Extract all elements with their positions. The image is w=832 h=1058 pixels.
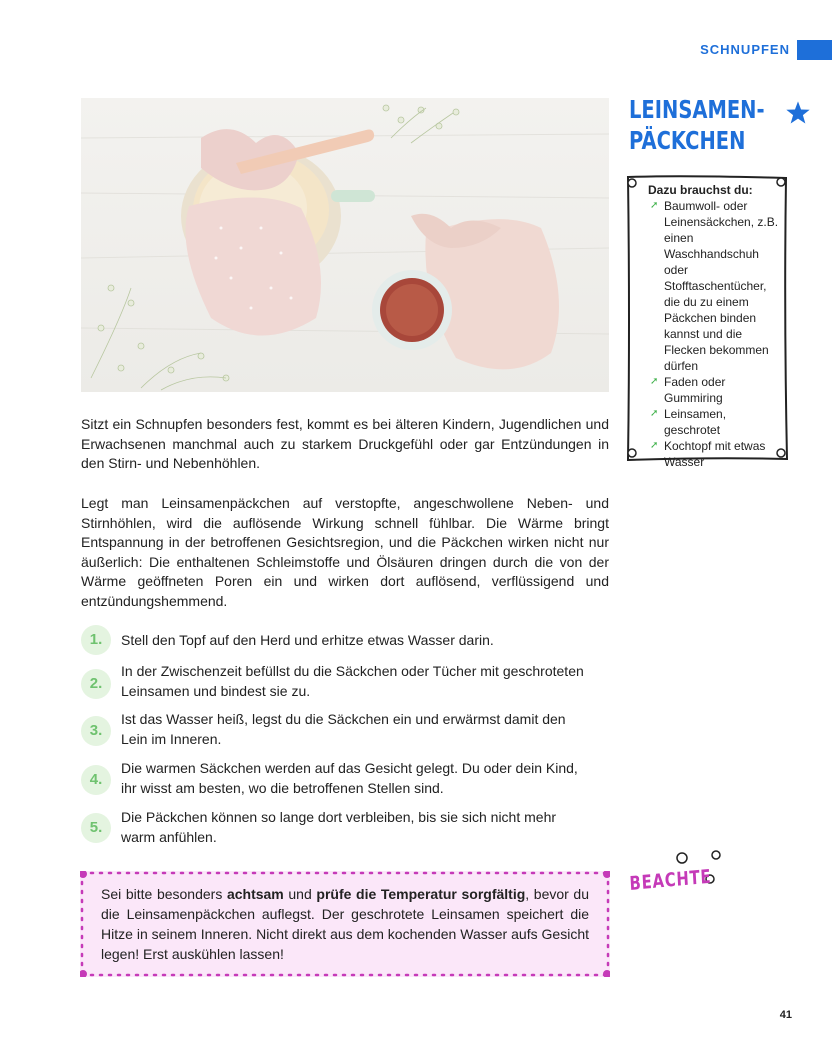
star-icon xyxy=(784,99,812,127)
step-text: Die warmen Säckchen werden auf das Gesicht gelegt. Du oder dein Kind, ihr wisst am besten, wo die betroffenen Stellen sind. xyxy=(121,760,578,796)
section-header: SCHNUPFEN xyxy=(700,42,790,57)
materials-item: ➚ Baumwoll- oder Leinensäckchen, z.B. einen Waschhandschuh oder Stofftaschentücher, die du zu einem Päckchen binden kannst und die Flecken bekommen dürfen xyxy=(650,199,779,373)
step-text: Ist das Wasser heiß, legst du die Säckchen ein und erwärmst damit den Lein im Inneren. xyxy=(121,711,566,747)
materials-item: ➚ Faden oder Gummiring xyxy=(650,375,726,405)
materials-list xyxy=(648,198,784,470)
step-text: In der Zwischenzeit befüllst du die Säckchen oder Tücher mit geschroteten Leinsamen und bindest sie zu. xyxy=(121,663,584,699)
step-number: 3. xyxy=(81,716,111,746)
step-text: Die Päckchen können so lange dort verbleiben, bis sie sich nicht mehr warm anfühlen. xyxy=(121,809,557,845)
step-number: 4. xyxy=(81,765,111,795)
section-header-bar xyxy=(797,40,832,60)
arrow-icon: ➚ xyxy=(650,200,659,211)
intro-paragraph: Sitzt ein Schnupfen besonders fest, kommt es bei älteren Kindern, Jugendlichen und Erwachsenen manchmal auch zu starkem Druckgefühl oder gar Entzündungen in den Stirn- und Nebenhöhlen. xyxy=(81,416,609,471)
step-text: Stell den Topf auf den Herd und erhitze etwas Wasser darin. xyxy=(121,632,494,648)
materials-item: ➚ Leinsamen, geschrotet xyxy=(650,407,727,437)
materials-item: ➚ Kochtopf mit etwas Wasser xyxy=(650,439,766,469)
caution-text: Sei bitte besonders achtsam und prüfe die Temperatur sorgfältig, bevor du die Leinsamenpäckchen auflegst. Der geschrotete Leinsamen speichert die Hitze in seinem Inneren. Nicht direkt aus dem kochenden Wasser aufs Gesicht legen! Erst auskühlen lassen! xyxy=(101,886,589,962)
caution-label: BEACHTE xyxy=(629,865,712,895)
materials-box xyxy=(624,173,790,469)
linseed-packets-photo xyxy=(81,98,609,392)
step-number: 1. xyxy=(81,625,111,655)
caution-note xyxy=(80,871,610,977)
arrow-icon: ➚ xyxy=(650,440,659,451)
page-number: 41 xyxy=(779,1009,792,1021)
materials-title: Dazu brauchst du: xyxy=(648,183,753,197)
step-number: 2. xyxy=(81,669,111,699)
recipe-title-line2: PÄCKCHEN xyxy=(629,126,746,155)
effect-paragraph: Legt man Leinsamenpäckchen auf verstopfte, angeschwollene Neben- und Stirnhöhlen, wird die auflösende Wirkung schnell fühlbar. Die Wärme bringt Entspannung in der betroffenen Gesichtsregion, und die Päckchen wirken nicht nur äußerlich: Die enthaltenen Schleimstoffe und Ölsäuren dringen durch die von der Wärme geöffneten Poren ein und wirken dort auflösend, verflüssigend und entzündungshemmend. xyxy=(81,495,609,609)
arrow-icon: ➚ xyxy=(650,408,659,419)
recipe-title-line1: LEINSAMEN- xyxy=(629,95,765,124)
recipe-title xyxy=(629,94,765,156)
step-number: 5. xyxy=(81,813,111,843)
arrow-icon: ➚ xyxy=(650,376,659,387)
